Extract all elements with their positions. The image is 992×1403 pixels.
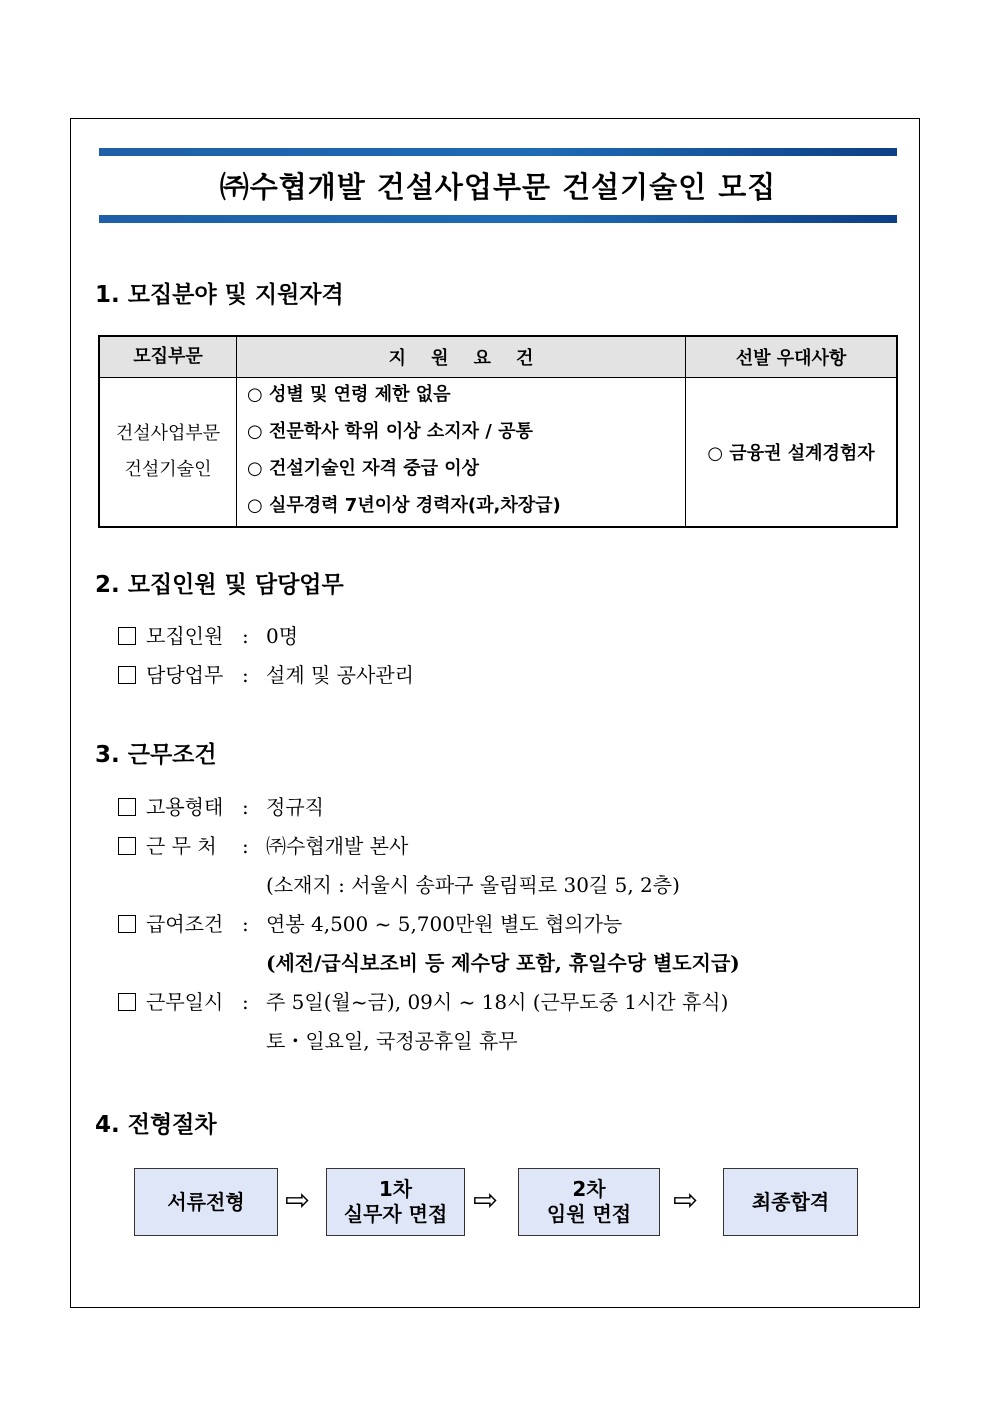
step-label: 2차: [572, 1177, 606, 1201]
item-value: 정규직: [266, 795, 324, 819]
step-second-interview: [518, 1168, 660, 1236]
checkbox-icon: [118, 915, 136, 933]
list-item: [118, 908, 622, 937]
item-label: 담당업무: [146, 663, 224, 687]
step-label: 실무자 면접: [343, 1202, 448, 1226]
step-first-interview: [326, 1168, 465, 1236]
dept-line2: 건설기술인: [124, 459, 212, 480]
list-item: [118, 830, 408, 859]
table-row: [99, 378, 897, 528]
section3-heading: 3. 근무조건: [95, 742, 217, 768]
section4-heading: 4. 전형절차: [95, 1112, 217, 1138]
item-label: 근 무 처: [146, 834, 217, 858]
list-item: [118, 986, 728, 1015]
item-subtext: (소재지 : 서울시 송파구 올림픽로 30길 5, 2층): [266, 873, 680, 897]
checkbox-icon: [118, 627, 136, 645]
dept-line1: 건설사업부문: [115, 423, 221, 444]
requirements-cell: [237, 378, 686, 528]
list-item: [118, 620, 298, 649]
colon: :: [242, 990, 249, 1014]
item-value: 0명: [266, 624, 299, 648]
item-subtext: (세전/급식보조비 등 제수당 포함, 휴일수당 별도지급): [266, 951, 740, 975]
item-value: ㈜수협개발 본사: [266, 834, 409, 858]
dept-cell: [99, 378, 237, 528]
header-preference: 선발 우대사항: [686, 336, 898, 378]
preference-cell: ○ 금융권 설계경험자: [686, 378, 898, 528]
title-bar-bottom: [99, 215, 897, 223]
step-final-pass: [723, 1168, 858, 1236]
item-value: 설계 및 공사관리: [266, 663, 414, 687]
arrow-right-icon: ⇨: [473, 1183, 499, 1218]
requirements-table: [98, 335, 898, 528]
arrow-right-icon: ⇨: [285, 1183, 311, 1218]
page-title: ㈜수협개발 건설사업부문 건설기술인 모집: [219, 170, 777, 204]
item-label: 급여조건: [146, 912, 224, 936]
colon: :: [242, 834, 249, 858]
list-item: [118, 791, 324, 820]
table-header-row: [99, 336, 897, 378]
item-label: 모집인원: [146, 624, 224, 648]
list-item: [118, 659, 414, 688]
requirement-item: ○ 전문학사 학위 이상 소지자 / 공통: [247, 421, 533, 442]
arrow-right-icon: ⇨: [673, 1183, 699, 1218]
checkbox-icon: [118, 798, 136, 816]
step-label: 최종합격: [751, 1189, 830, 1214]
item-label: 근무일시: [146, 990, 224, 1014]
checkbox-icon: [118, 666, 136, 684]
colon: :: [242, 795, 249, 819]
colon: :: [242, 663, 249, 687]
requirement-item: ○ 성별 및 연령 제한 없음: [247, 384, 451, 405]
item-label: 고용형태: [146, 795, 224, 819]
step-document-review: [134, 1168, 278, 1236]
checkbox-icon: [118, 837, 136, 855]
header-requirements: 지 원 요 건: [237, 336, 686, 378]
step-label: 서류전형: [167, 1189, 245, 1214]
section1-heading: 1. 모집분야 및 지원자격: [95, 282, 344, 308]
title-bar-top: [99, 148, 897, 156]
requirement-item: ○ 건설기술인 자격 중급 이상: [247, 458, 480, 479]
item-value: 주 5일(월~금), 09시 ~ 18시 (근무도중 1시간 휴식): [266, 990, 729, 1014]
header-dept: 모집부문: [99, 336, 237, 378]
colon: :: [242, 624, 249, 648]
section2-heading: 2. 모집인원 및 담당업무: [95, 572, 344, 598]
checkbox-icon: [118, 993, 136, 1011]
requirement-item: ○ 실무경력 7년이상 경력자(과,차장급): [247, 495, 561, 516]
step-label: 1차: [378, 1177, 413, 1201]
step-label: 임원 면접: [546, 1202, 632, 1226]
item-value: 연봉 4,500 ~ 5,700만원 별도 협의가능: [266, 912, 623, 936]
colon: :: [242, 912, 249, 936]
item-subtext: 토・일요일, 국정공휴일 휴무: [266, 1029, 518, 1053]
